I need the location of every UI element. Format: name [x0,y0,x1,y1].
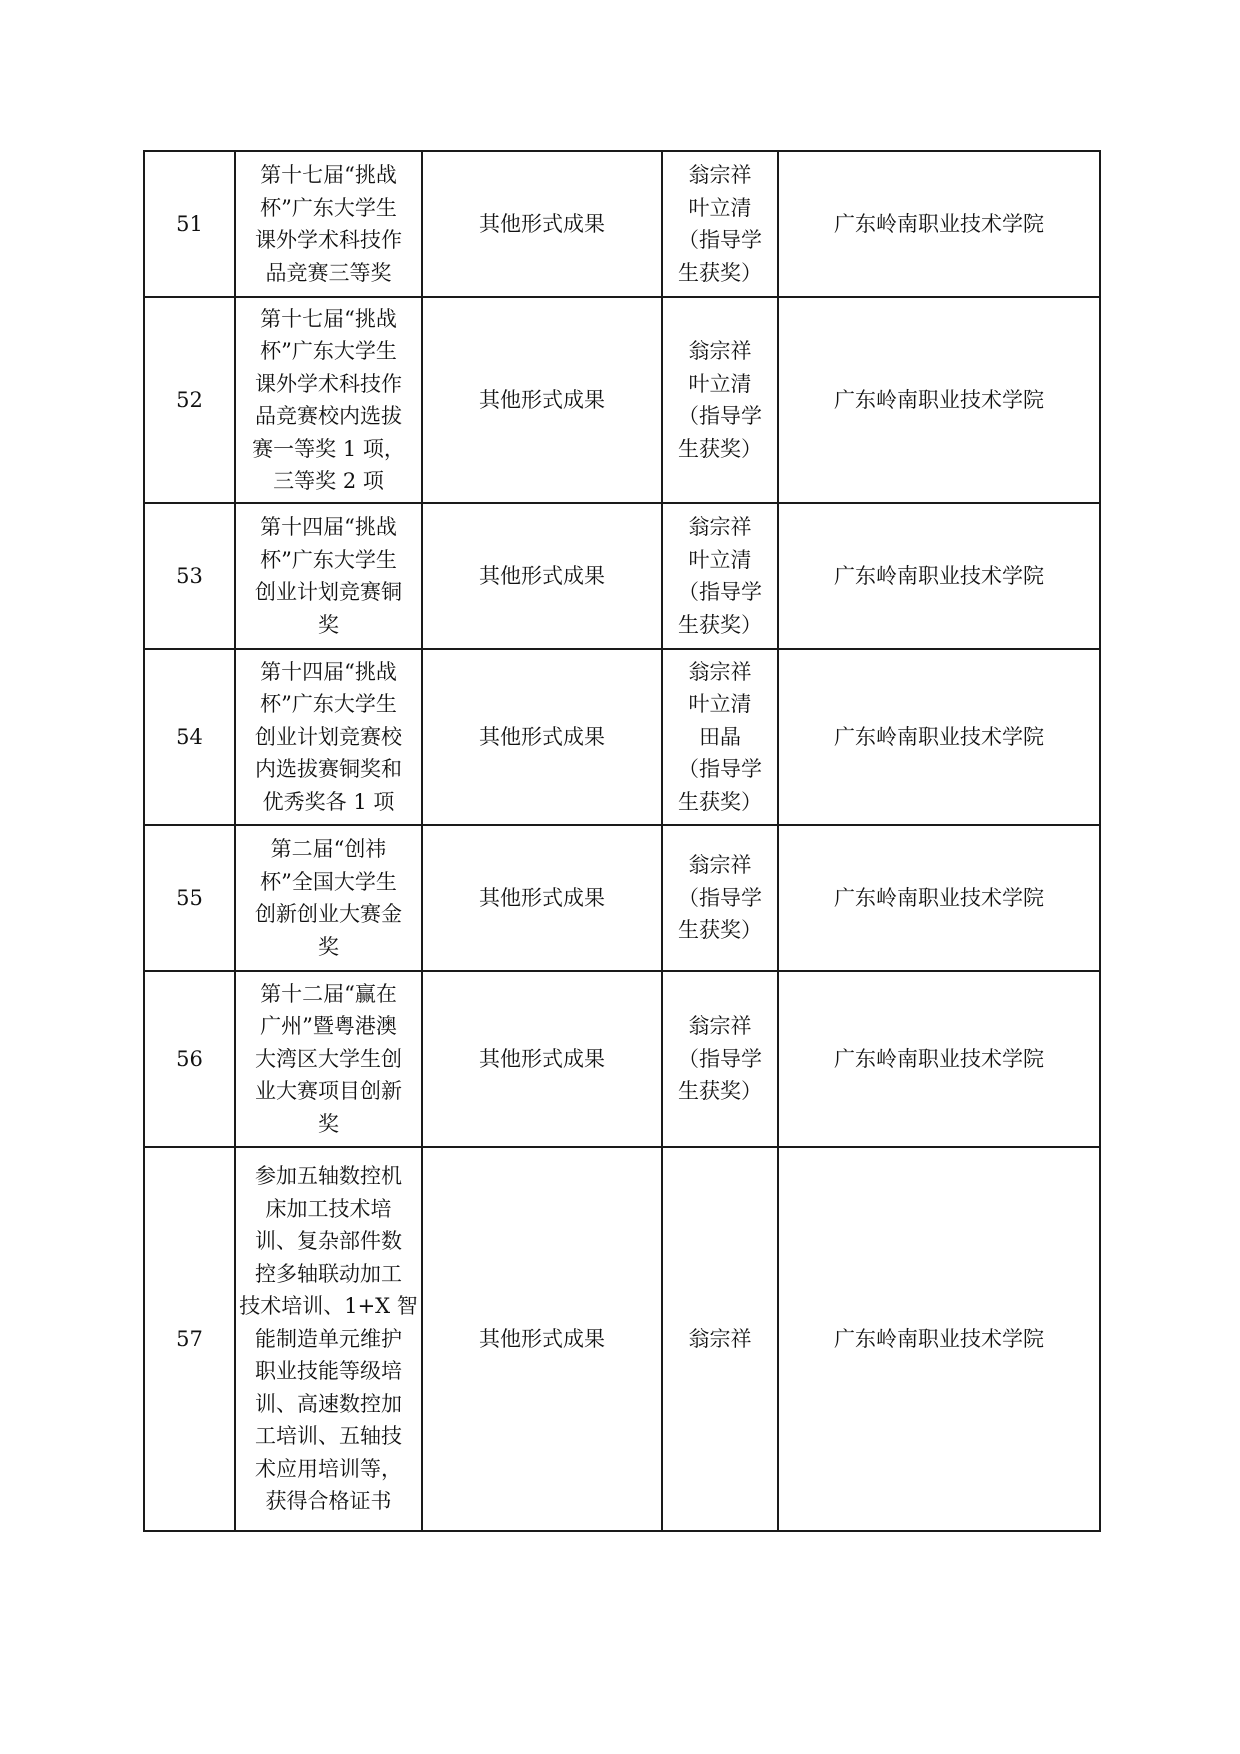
completed-by-line: 生获奖） [678,260,762,285]
table-row [144,825,1100,971]
row-number: 56 [144,971,235,1147]
achievement-name-line: 控多轴联动加工 [255,1261,402,1286]
table-row [144,1147,1100,1531]
achievement-name-line: 业大赛项目创新 [255,1079,402,1104]
achievement-name-line: 大湾区大学生创 [255,1046,402,1071]
achievement-name-line: 课外学术科技作 [255,371,402,396]
achievement-name [235,649,422,825]
table-row [144,649,1100,825]
achievement-name-line: 创业计划竞赛铜 [255,580,402,604]
achievement-name-line: 内选拔赛铜奖和 [255,757,402,782]
achievement-name-line: 第十七届“挑战 [260,306,397,331]
completed-by [662,1147,778,1531]
row-number: 55 [144,825,235,971]
completed-by-line: （指导学 [678,885,762,910]
unit-name: 广东岭南职业技术学院 [778,503,1100,649]
achievement-name-line: 创新创业大赛金 [255,902,402,926]
row-number: 57 [144,1147,235,1531]
completed-by-line: 翁宗祥 [688,1326,752,1351]
achievement-form: 其他形式成果 [422,1147,662,1531]
achievement-name-line: 三等奖 2 项 [273,469,384,493]
row-number: 51 [144,151,235,297]
completed-by-line: 叶立清 [688,692,752,717]
achievement-name-line: 训、高速数控加 [255,1391,402,1416]
completed-by-line: 翁宗祥 [688,339,752,363]
achievement-name-line: 技术培训、1+X 智 [239,1294,418,1319]
completed-by [662,503,778,649]
table-row [144,297,1100,503]
completed-by-line: （指导学 [678,228,762,252]
unit-name: 广东岭南职业技术学院 [778,825,1100,971]
achievement-name-line: 杯”广东大学生 [260,547,397,572]
achievement-name [235,297,422,503]
completed-by-line: 叶立清 [688,195,752,220]
achievement-form: 其他形式成果 [422,971,662,1147]
results-table [143,150,1101,1532]
achievement-name [235,503,422,649]
completed-by-line: 生获奖） [678,436,762,461]
completed-by-line: 生获奖） [678,1079,762,1104]
completed-by [662,649,778,825]
achievement-name-line: 训、复杂部件数 [255,1229,402,1254]
row-number: 52 [144,297,235,503]
completed-by-line: 翁宗祥 [688,515,752,539]
achievement-form: 其他形式成果 [422,297,662,503]
achievement-name-line: 创业计划竞赛校 [255,724,402,749]
unit-name: 广东岭南职业技术学院 [778,971,1100,1147]
achievement-name-line: 杯”广东大学生 [260,195,397,220]
achievement-name-line: 品竞赛校内选拔 [255,404,402,428]
results-table-body [144,151,1100,1531]
row-number: 53 [144,503,235,649]
achievement-name-line: 参加五轴数控机 [255,1164,402,1189]
achievement-name-line: 奖 [318,612,339,637]
completed-by-line: （指导学 [678,1046,762,1071]
completed-by-line: （指导学 [678,580,762,604]
completed-by-line: （指导学 [678,404,762,428]
completed-by [662,971,778,1147]
unit-name: 广东岭南职业技术学院 [778,297,1100,503]
achievement-form: 其他形式成果 [422,151,662,297]
achievement-form: 其他形式成果 [422,503,662,649]
completed-by-line: 叶立清 [688,547,752,572]
achievement-name-line: 杯”全国大学生 [260,869,397,894]
completed-by [662,151,778,297]
table-row [144,971,1100,1147]
achievement-name-line: 术应用培训等， [255,1456,402,1481]
completed-by-line: （指导学 [678,757,762,782]
row-number: 54 [144,649,235,825]
unit-name: 广东岭南职业技术学院 [778,1147,1100,1531]
completed-by-line: 翁宗祥 [688,853,752,878]
completed-by-line: 翁宗祥 [688,163,752,187]
achievement-form: 其他形式成果 [422,649,662,825]
achievement-name-line: 杯”广东大学生 [260,339,397,363]
completed-by [662,297,778,503]
unit-name: 广东岭南职业技术学院 [778,151,1100,297]
completed-by-line: 翁宗祥 [688,659,752,684]
achievement-name-line: 奖 [318,934,339,959]
table-row [144,503,1100,649]
completed-by-line: 叶立清 [688,371,752,396]
completed-by-line: 生获奖） [678,789,762,814]
achievement-name-line: 第十七届“挑战 [260,163,397,187]
achievement-name [235,1147,422,1531]
completed-by-line: 生获奖） [678,612,762,637]
completed-by-line: 翁宗祥 [688,1014,752,1039]
achievement-name-line: 优秀奖各 1 项 [262,789,395,814]
completed-by-line: 生获奖） [678,918,762,943]
achievement-name [235,151,422,297]
achievement-name-line: 赛一等奖 1 项， [252,436,405,461]
achievement-name [235,825,422,971]
unit-name: 广东岭南职业技术学院 [778,649,1100,825]
achievement-name-line: 品竞赛三等奖 [265,260,392,285]
achievement-name-line: 第二届“创祎 [270,837,387,861]
achievement-form: 其他形式成果 [422,825,662,971]
achievement-name-line: 床加工技术培 [265,1196,392,1221]
achievement-name-line: 工培训、五轴技 [255,1424,402,1449]
achievement-name-line: 职业技能等级培 [255,1359,402,1384]
achievement-name-line: 第十四届“挑战 [260,515,397,539]
achievement-name [235,971,422,1147]
achievement-name-line: 杯”广东大学生 [260,692,397,717]
achievement-name-line: 能制造单元维护 [255,1326,402,1351]
achievement-name-line: 第十二届“赢在 [260,981,397,1006]
table-row [144,151,1100,297]
achievement-name-line: 课外学术科技作 [255,228,402,252]
achievement-name-line: 奖 [318,1111,339,1136]
achievement-name-line: 广州”暨粤港澳 [260,1014,397,1039]
achievement-name-line: 获得合格证书 [265,1489,392,1514]
achievement-name-line: 第十四届“挑战 [260,659,397,684]
completed-by-line: 田晶 [699,724,741,749]
completed-by [662,825,778,971]
